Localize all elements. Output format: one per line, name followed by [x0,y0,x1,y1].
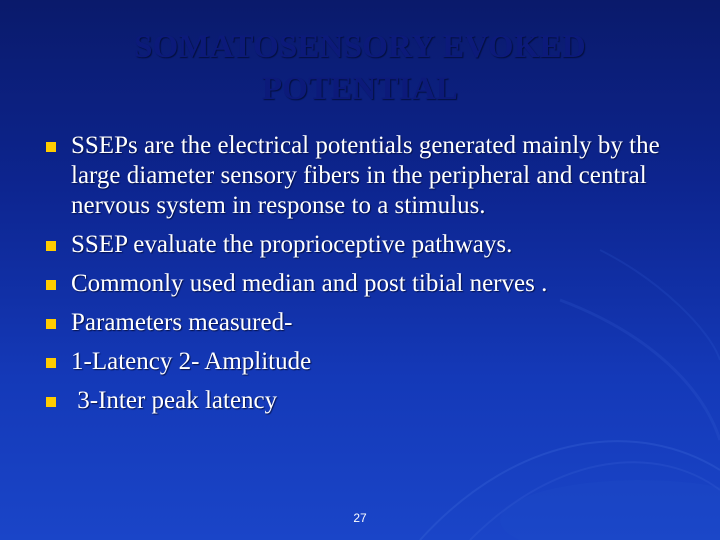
bullet-list [44,131,694,425]
bullet-item [44,386,694,416]
square-bullet-icon [46,241,56,251]
bullet-text: Parameters measured- [71,309,293,336]
square-bullet-icon [46,280,56,290]
bullet-item [44,230,694,260]
bullet-text: 3-Inter peak latency [71,387,278,414]
bullet-text: 1-Latency 2- Amplitude [71,348,312,375]
square-bullet-icon [46,319,56,329]
slide-title: SOMATOSENSORY EVOKED POTENTIAL [134,29,586,107]
bullet-item [44,347,694,377]
bullet-text: SSEP evaluate the proprioceptive pathways. [71,231,513,258]
bullet-text: Commonly used median and post tibial nerves . [71,270,548,297]
bullet-item [44,131,694,221]
bullet-item [44,269,694,299]
square-bullet-icon [46,142,56,152]
bullet-text: SSEPs are the electrical potentials generated mainly by the large diameter sensory fibers in the peripheral and central nervous system in response to a stimulus. [71,132,660,219]
bullet-item [44,308,694,338]
square-bullet-icon [46,397,56,407]
page-number: 27 [353,511,367,525]
square-bullet-icon [46,358,56,368]
